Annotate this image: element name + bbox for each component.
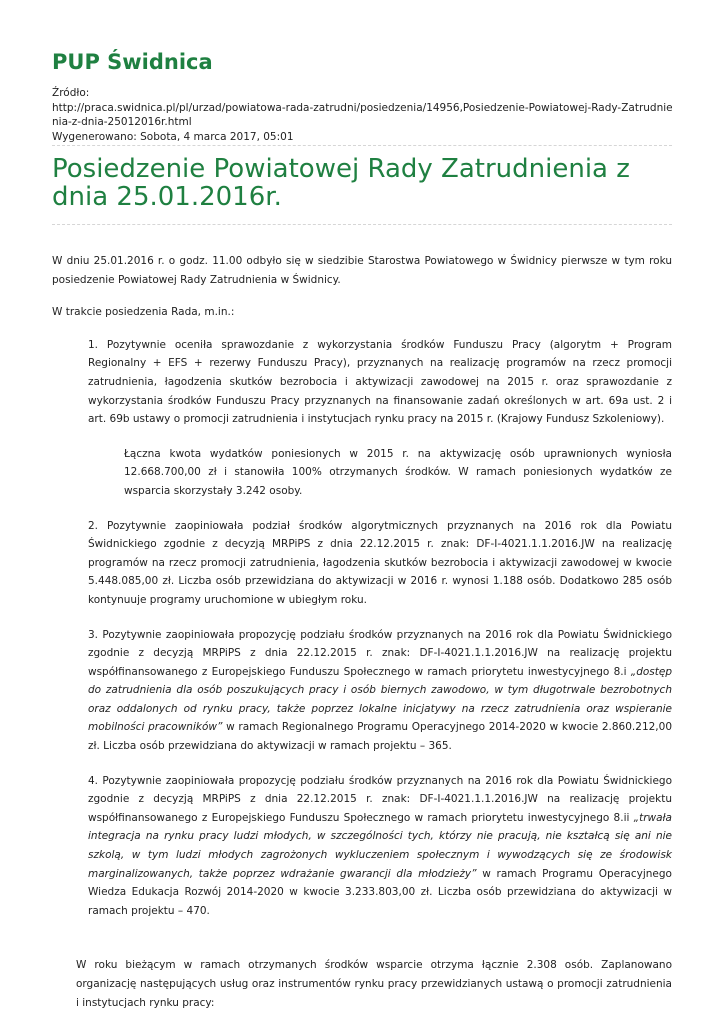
article-body (52, 252, 672, 1012)
item-4-text-end: w ramach Programu Operacyjnego Wiedza Edukacja Rozwój 2014-2020 w kwocie 3.233.803,00 zł. Liczba osób przewidziana do aktywizacji w ramach projektu – 470. (88, 867, 672, 917)
item-4-text: 4. Pozytywnie zaopiniowała propozycję podziału środków przyznanych na 2016 rok dla Powiatu Świdnickiego zgodnie z decyzją MRPiPS z dnia 22.12.2015 r. znak: DF-I-4021.1.1.2016.JW na realizację projektu współfinansowanego z Europejskiego Funduszu Społecznego w ramach priorytetu inwestycyjnego 8.ii (88, 774, 672, 824)
document-meta (52, 86, 677, 144)
item-2: 2. Pozytywnie zaopiniowała podział środków algorytmicznych przyznanych na 2016 rok dla Powiatu Świdnickiego zgodnie z decyzją MRPiPS z dnia 22.12.2015 r. znak: DF-I-4021.1.1.2016.JW na realizację programów na rzecz promocji zatrudnienia, łagodzenia skutków bezrobocia i aktywizacji zawodowej w kwocie 5.448.085,00 zł. Liczba osób przewidziana do aktywizacji w 2016 r. wynosi 1.188 osób. Dodatkowo 285 osób kontynuuje programy uruchomione w ubiegłym roku. (88, 519, 672, 606)
site-title: PUP Świdnica (52, 50, 213, 74)
item-3-text: 3. Pozytywnie zaopiniowała propozycję podziału środków przyznanych na 2016 rok dla Powiatu Świdnickiego zgodnie z decyzją MRPiPS z dnia 22.12.2015 r. znak: DF-I-4021.1.1.2016.JW na realizację projektu współfinansowanego z Europejskiego Funduszu Społecznego w ramach priorytetu inwestycyjnego 8.i (88, 628, 672, 678)
intro-paragraph: W dniu 25.01.2016 r. o godz. 11.00 odbyło się w siedzibie Starostwa Powiatowego w Świdnicy pierwsze w tym roku posiedzenie Powiatowej Rady Zatrudnienia w Świdnicy. (52, 255, 672, 286)
item-1: 1. Pozytywnie oceniła sprawozdanie z wykorzystania środków Funduszu Pracy (algorytm + Program Regionalny + EFS + rezerwy Funduszu Pracy), przyznanych na realizację programów na rzecz promocji zatrudnienia, łagodzenia skutków bezrobocia i aktywizacji zawodowej na 2015 r. oraz sprawozdanie z wykorzystania środków Funduszu Pracy przyznanych na finansowanie zadań określonych w art. 69a ust. 2 i art. 69b ustawy o promocji zatrudnienia i instytucjach rynku pracy na 2015 r. (Krajowy Fundusz Szkoleniowy). (88, 338, 672, 426)
item-3-priority: „dostęp do zatrudnienia dla osób poszukujących pracy i osób biernych zawodowo, w tym długotrwale bezrobotnych oraz oddalonych od rynku pracy, także poprzez lokalne inicjatywy na rzecz zatrudnienia oraz wspieranie mobilności pracowników” (88, 665, 672, 734)
generated-timestamp: Wygenerowano: Sobota, 4 marca 2017, 05:01 (52, 130, 294, 143)
item-4-priority: „trwała integracja na rynku pracy ludzi młodych, w szczególności tych, którzy nie pracują, nie kształcą się ani nie szkolą, w tym ludzi młodych zagrożonych wykluczeniem społecznym i wywodzących się ze środowisk marginalizowanych, także poprzez wdrażanie gwarancji dla młodzieży” (88, 811, 672, 880)
article-title: Posiedzenie Powiatowej Rady Zatrudnienia z dnia 25.01.2016r. (52, 154, 630, 212)
divider-top (52, 145, 672, 146)
divider-title (52, 224, 672, 225)
source-label: Źródło: (52, 87, 90, 99)
item-1-note: Łączna kwota wydatków poniesionych w 2015 r. na aktywizację osób uprawnionych wyniosła 12.668.700,00 zł i stanowiła 100% otrzymanych środków. W ramach poniesionych wydatków ze wsparcia skorzystały 3.242 osoby. (124, 447, 672, 497)
closing-paragraph: W roku bieżącym w ramach otrzymanych środków wsparcie otrzyma łącznie 2.308 osób. Zaplanowano organizację następujących usług oraz instrumentów rynku pracy przewidzianych ustawą o promocji zatrudnienia i instytucjach rynku pracy: (76, 959, 672, 1009)
lead-paragraph: W trakcie posiedzenia Rada, m.in.: (52, 306, 235, 319)
item-3 (88, 626, 672, 756)
source-url: http://praca.swidnica.pl/pl/urzad/powiatowa-rada-zatrudni/posiedzenia/14956,Posiedzenie-Powiatowej-Rady-Zatrudnienia-z-dnia-25012016r.html (52, 101, 673, 128)
item-4 (88, 772, 672, 921)
item-3-text-end: w ramach Regionalnego Programu Operacyjnego 2014-2020 w kwocie 2.860.212,00 zł. Liczba osób przewidziana do aktywizacji w ramach projektu – 365. (88, 721, 672, 753)
